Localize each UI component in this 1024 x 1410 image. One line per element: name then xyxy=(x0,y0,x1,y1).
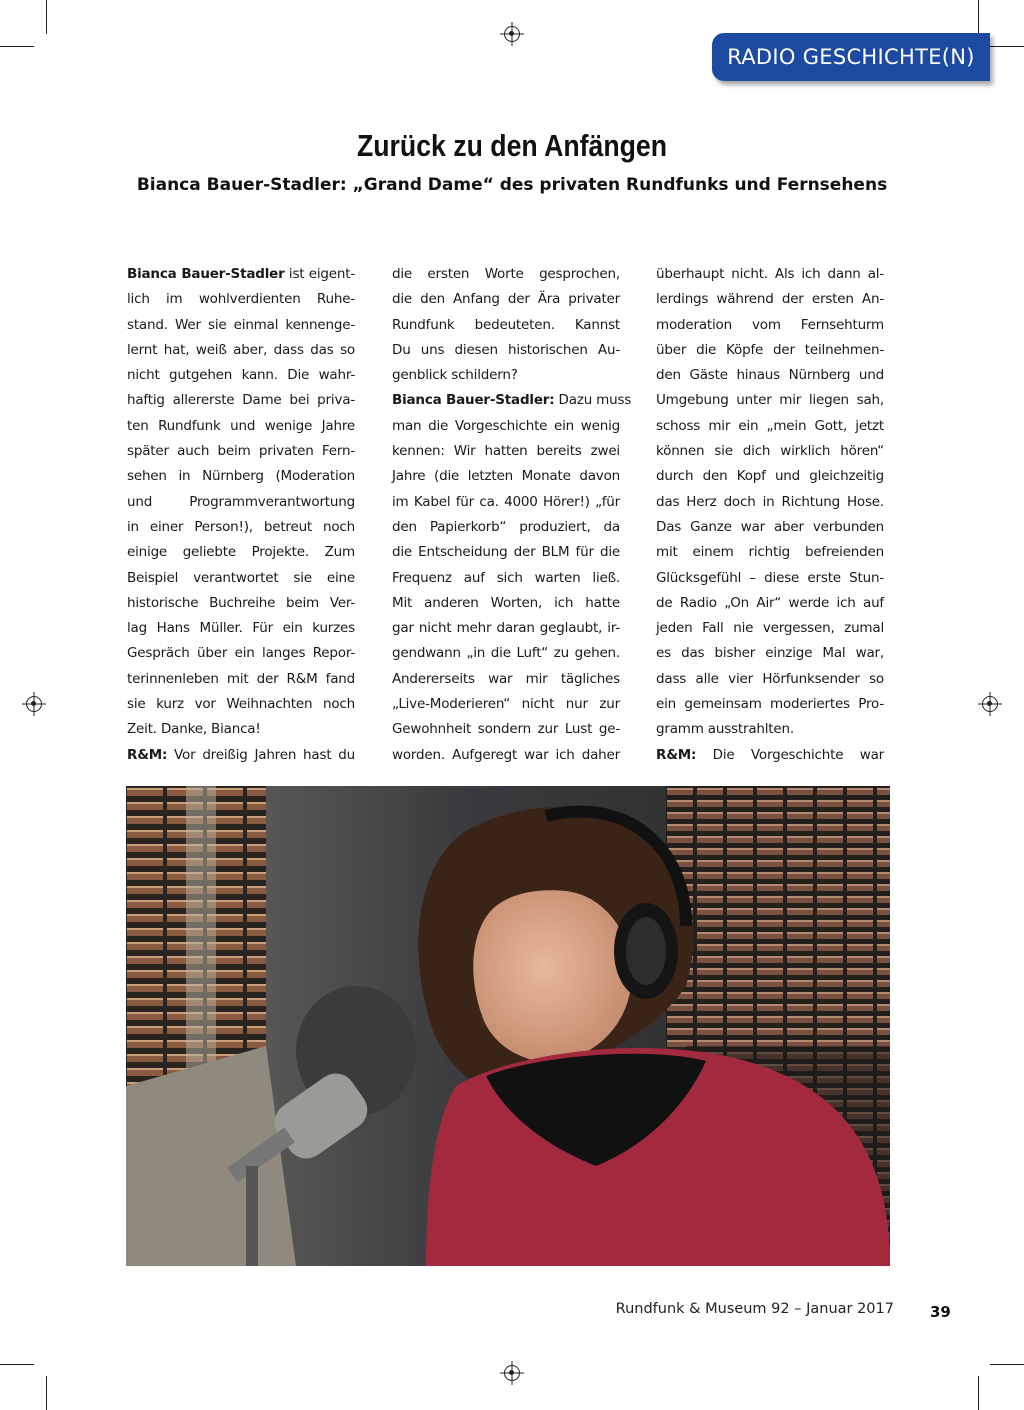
registration-mark-icon xyxy=(982,696,998,712)
line-text: terinnenleben mit der R&M fand xyxy=(127,670,355,687)
line-text: über die Köpfe der teilnehmen- xyxy=(656,341,884,358)
article-title: Zurück zu den Anfängen xyxy=(356,128,668,163)
text-line xyxy=(127,591,355,616)
text-line xyxy=(392,363,620,388)
line-text: mit einem richtig befreienden xyxy=(656,544,884,561)
text-line xyxy=(127,262,355,287)
line-text: worden. Aufgeregt war ich daher xyxy=(392,746,620,763)
crop-mark xyxy=(990,46,1024,47)
line-text: jeden Fall nie vergessen, zumal xyxy=(656,620,884,637)
line-text: Glücksgefühl – diese erste Stun- xyxy=(656,569,884,586)
text-line xyxy=(392,262,620,287)
text-line xyxy=(127,692,355,717)
crop-mark xyxy=(46,0,47,34)
text-line xyxy=(392,616,620,641)
speaker-label: R&M: xyxy=(127,746,168,763)
crop-mark xyxy=(0,1364,34,1365)
line-text: Das Ganze war aber verbunden xyxy=(656,518,884,535)
text-line xyxy=(127,464,355,489)
line-text: man die Vorgeschichte ein wenig xyxy=(392,417,620,434)
text-line xyxy=(656,591,884,616)
text-line xyxy=(392,338,620,363)
line-text: stand. Wer sie einmal kennenge- xyxy=(127,316,355,333)
line-text: Vor dreißig Jahren hast du xyxy=(167,746,355,763)
page-number: 39 xyxy=(930,1303,951,1321)
text-line xyxy=(127,338,355,363)
text-line xyxy=(392,464,620,489)
text-line xyxy=(392,414,620,439)
line-text: den Papierkorb“ produziert, da xyxy=(392,518,620,535)
line-text: sie kurz vor Weihnachten noch xyxy=(127,696,355,713)
line-text: nicht gutgehen kann. Die wahr- xyxy=(127,367,355,384)
text-line xyxy=(392,313,620,338)
text-line xyxy=(392,591,620,616)
text-line xyxy=(127,388,355,413)
line-text: Andererseits war mir tägliches xyxy=(392,670,620,687)
article-subtitle: Bianca Bauer-Stadler: „Grand Dame“ des privaten Rundfunks und Fernsehens xyxy=(136,175,888,195)
text-column-1 xyxy=(127,262,355,768)
line-text: kennen: Wir hatten bereits zwei xyxy=(392,443,620,460)
line-text: moderation vom Fernsehturm xyxy=(656,316,884,333)
text-line xyxy=(656,743,884,768)
text-line xyxy=(656,287,884,312)
text-line xyxy=(656,641,884,666)
line-text: Beispiel verantwortet sie eine xyxy=(127,569,355,586)
text-line xyxy=(392,692,620,717)
line-text: den Gäste hinaus Nürnberg und xyxy=(656,367,884,384)
text-line xyxy=(656,717,884,742)
line-text: ten Rundfunk und wenige Jahre xyxy=(127,417,355,434)
section-tab: RADIO GESCHICHTE(N) xyxy=(712,33,990,81)
text-line xyxy=(127,641,355,666)
text-line xyxy=(127,566,355,591)
text-line xyxy=(392,667,620,692)
text-line xyxy=(656,388,884,413)
line-text: lernt hat, weiß aber, dass das so xyxy=(127,341,355,358)
text-line xyxy=(127,717,355,742)
text-line xyxy=(127,490,355,515)
speaker-label: Bianca Bauer-Stadler xyxy=(127,266,285,282)
registration-mark-icon xyxy=(26,696,42,712)
line-text: sehen in Nürnberg (Moderation xyxy=(127,468,355,485)
text-line xyxy=(127,540,355,565)
text-line xyxy=(656,338,884,363)
studio-photo xyxy=(126,786,890,1266)
text-line xyxy=(656,692,884,717)
line-text: lerdings während der ersten An- xyxy=(656,291,884,308)
text-line xyxy=(392,743,620,768)
line-text: Umgebung unter mir liegen sah, xyxy=(656,392,884,409)
text-line xyxy=(656,515,884,540)
text-line xyxy=(392,287,620,312)
text-line xyxy=(392,490,620,515)
text-line xyxy=(392,515,620,540)
text-line xyxy=(392,717,620,742)
text-column-3 xyxy=(656,262,884,768)
text-line xyxy=(392,540,620,565)
line-text: Die Vorgeschichte war xyxy=(696,746,884,763)
line-text: die Entscheidung der BLM für die xyxy=(392,544,620,561)
text-line xyxy=(392,439,620,464)
line-text: ist eigent- xyxy=(284,266,355,282)
registration-mark-icon xyxy=(504,26,520,42)
text-line xyxy=(127,667,355,692)
speaker-label: Bianca Bauer-Stadler: xyxy=(392,392,555,409)
line-text: es das bisher einzige Mal war, xyxy=(656,645,884,662)
line-text: einige geliebte Projekte. Zum xyxy=(127,544,355,561)
line-text: genblick schildern? xyxy=(392,367,518,384)
line-text: und Programmverantwortung xyxy=(127,493,355,510)
text-line xyxy=(656,439,884,464)
text-line xyxy=(656,667,884,692)
text-column-2 xyxy=(392,262,632,768)
line-text: gendwann „in die Luft“ zu gehen. xyxy=(392,645,620,662)
text-line xyxy=(127,439,355,464)
line-text: gar nicht mehr daran geglaubt, ir- xyxy=(392,620,620,637)
text-line xyxy=(127,743,355,768)
line-text: lich im wohlverdienten Ruhe- xyxy=(127,291,355,308)
text-line xyxy=(656,313,884,338)
line-text: Rundfunk bedeuteten. Kannst xyxy=(392,316,620,333)
text-line xyxy=(392,566,620,591)
text-line xyxy=(392,641,620,666)
speaker-label: R&M: xyxy=(656,746,697,763)
text-line xyxy=(656,540,884,565)
line-text: historische Buchreihe beim Ver- xyxy=(127,594,355,611)
text-line xyxy=(656,490,884,515)
footer-publication: Rundfunk & Museum 92 – Januar 2017 xyxy=(615,1301,894,1317)
line-text: Du uns diesen historischen Au- xyxy=(392,341,620,358)
crop-mark xyxy=(0,46,34,47)
line-text: die den Anfang der Ära privater xyxy=(392,291,620,308)
text-line xyxy=(656,616,884,641)
line-text: Gespräch über ein langes Repor- xyxy=(127,645,355,662)
line-text: Jahre (die letzten Monate davon xyxy=(392,468,620,485)
line-text: de Radio „On Air“ werde ich auf xyxy=(656,594,884,611)
line-text: durch den Kopf und gleichzeitig xyxy=(656,468,884,485)
line-text: später auch beim privaten Fern- xyxy=(127,443,355,460)
line-text: in einer Person!), betreut noch xyxy=(127,518,355,535)
line-text: „Live-Moderieren“ nicht nur zur xyxy=(392,696,620,713)
line-text: Zeit. Danke, Bianca! xyxy=(127,721,261,738)
line-text: gramm ausstrahlten. xyxy=(656,721,794,738)
text-line xyxy=(127,515,355,540)
text-line xyxy=(127,287,355,312)
text-line xyxy=(656,414,884,439)
text-line xyxy=(656,566,884,591)
crop-mark xyxy=(978,1376,979,1410)
text-line xyxy=(392,388,632,413)
line-text: ein gemeinsam moderiertes Pro- xyxy=(656,696,884,713)
line-text: im Kabel für ca. 4000 Hörer!) „für xyxy=(392,493,620,510)
registration-mark-icon xyxy=(504,1365,520,1381)
line-text: Dazu muss xyxy=(554,392,632,409)
crop-mark xyxy=(978,0,979,34)
text-line xyxy=(656,262,884,287)
line-text: können sie dich wirklich hören“ xyxy=(656,443,884,460)
line-text: überhaupt nicht. Als ich dann al- xyxy=(656,266,884,282)
text-line xyxy=(656,464,884,489)
line-text: lag Hans Müller. Für ein kurzes xyxy=(127,620,355,637)
line-text: die ersten Worte gesprochen, xyxy=(392,266,620,282)
text-line xyxy=(127,363,355,388)
line-text: Mit anderen Worten, ich hatte xyxy=(392,594,620,611)
line-text: dass alle vier Hörfunksender so xyxy=(656,670,884,687)
text-line xyxy=(127,313,355,338)
text-line xyxy=(656,363,884,388)
line-text: Gewohnheit sondern zur Lust ge- xyxy=(392,721,620,738)
crop-mark xyxy=(46,1376,47,1410)
line-text: das Herz doch in Richtung Hose. xyxy=(656,493,884,510)
text-line xyxy=(127,414,355,439)
crop-mark xyxy=(990,1364,1024,1365)
line-text: schoss mir ein „mein Gott, jetzt xyxy=(656,417,884,434)
line-text: Frequenz auf sich warten ließ. xyxy=(392,569,620,586)
text-line xyxy=(127,616,355,641)
line-text: haftig allererste Dame bei priva- xyxy=(127,392,355,409)
